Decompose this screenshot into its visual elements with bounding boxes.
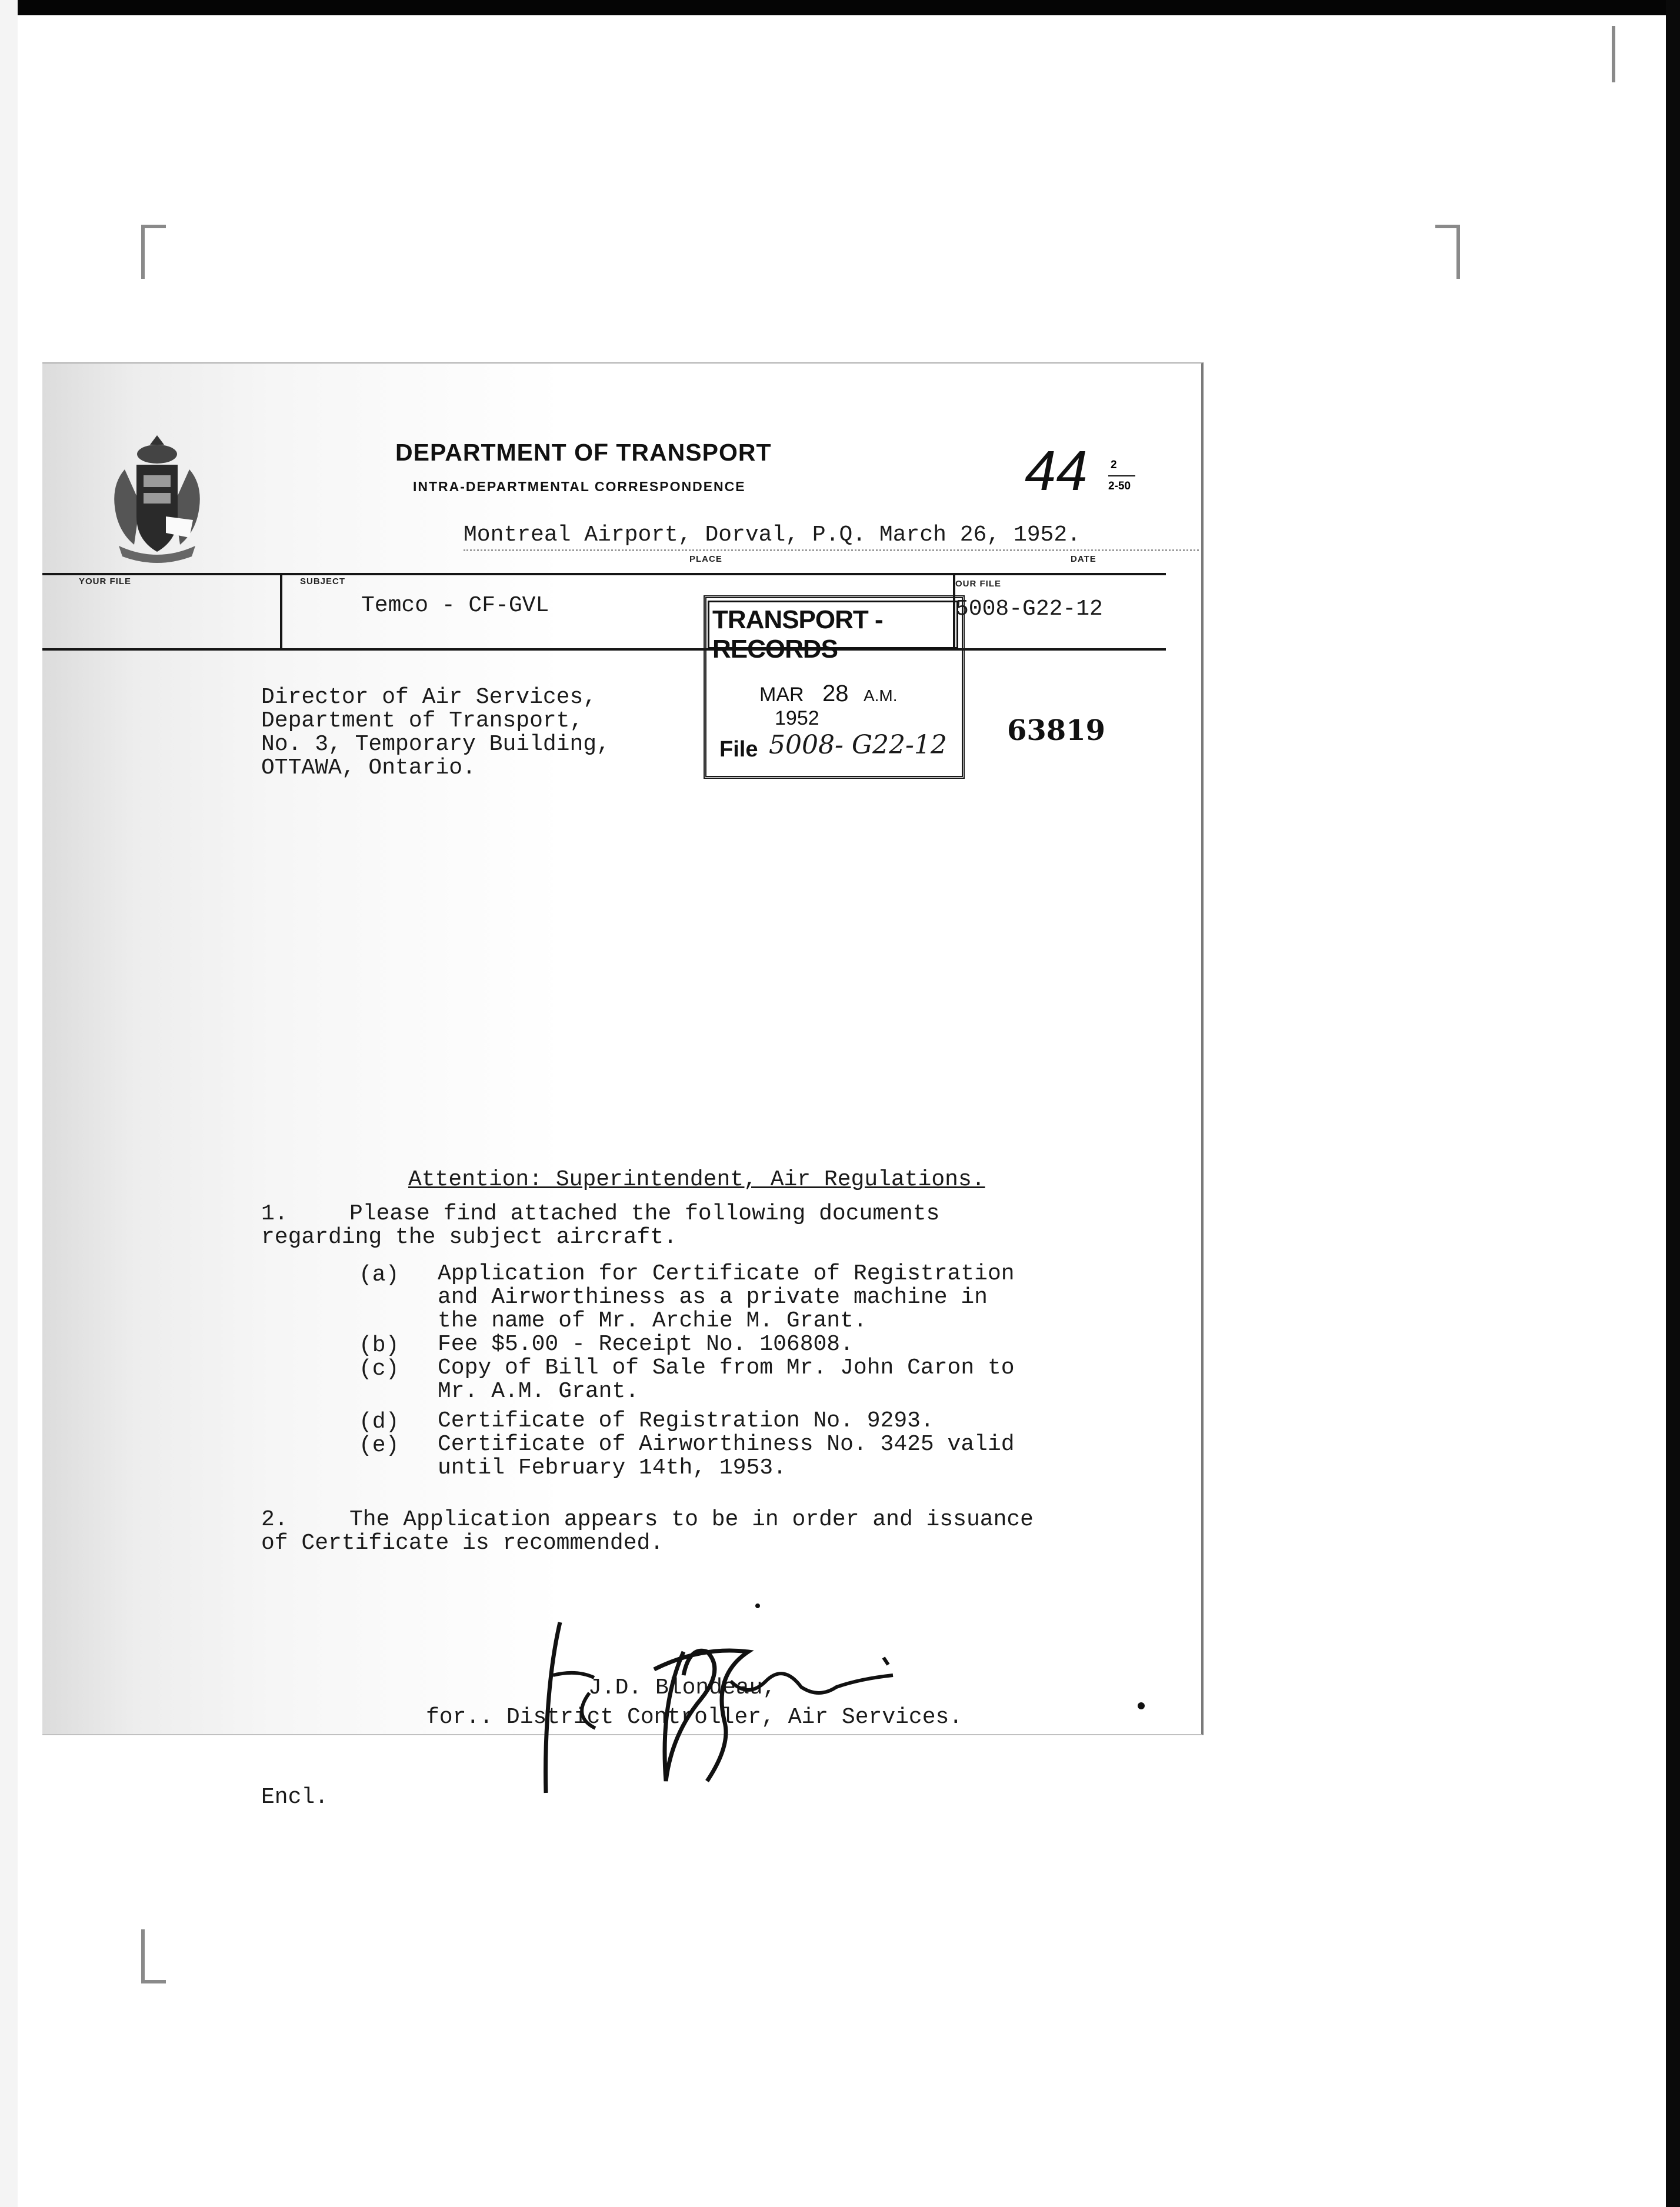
para1-line: regarding the subject aircraft. (261, 1225, 677, 1250)
place-date-dotted-rule (464, 549, 1199, 551)
item-line: Fee $5.00 - Receipt No. 106808. (438, 1332, 854, 1357)
ink-speck (1138, 1702, 1145, 1709)
place-date-line: Montreal Airport, Dorval, P.Q. March 26, 1952. (464, 522, 1081, 548)
correspondence-subtitle: INTRA-DEPARTMENTAL CORRESPONDENCE (413, 479, 746, 494)
stamp-day: 28 (822, 681, 849, 706)
file-row-bottom-rule (42, 648, 1166, 651)
your-file-label: YOUR FILE (79, 576, 132, 586)
handwritten-page-number: 44 (1025, 439, 1088, 502)
signer-title: for.. District Controller, Air Services. (426, 1705, 963, 1730)
stamp-ampm: A.M. (863, 686, 898, 705)
document-number: 63819 (1007, 714, 1105, 747)
item-line: Copy of Bill of Sale from Mr. John Caron to (438, 1355, 1015, 1381)
crop-mark-top-right (1435, 225, 1460, 279)
stamp-year: 1952 (775, 707, 819, 729)
address-line: Director of Air Services, (261, 685, 597, 710)
transport-records-stamp (704, 595, 965, 779)
form-number-top: 2 (1111, 459, 1117, 471)
para2-line: The Application appears to be in order and issuance (349, 1507, 1034, 1532)
handwritten-signature-icon (507, 1616, 948, 1799)
file-row-divider-1 (280, 574, 282, 649)
address-line: OTTAWA, Ontario. (261, 755, 476, 781)
coat-of-arms-icon (101, 428, 213, 569)
item-line: Certificate of Registration No. 9293. (438, 1408, 934, 1433)
address-line: Department of Transport, (261, 708, 584, 734)
attention-line: Attention: Superintendent, Air Regulations. (408, 1167, 985, 1192)
our-file-value: 5008-G22-12 (955, 596, 1103, 622)
item-letter: (a) (359, 1262, 399, 1288)
item-line: Mr. A.M. Grant. (438, 1379, 639, 1404)
subject-label: SUBJECT (300, 576, 346, 586)
scan-top-edge (18, 0, 1671, 15)
enclosure-note: Encl. (261, 1785, 329, 1810)
stamp-title: TRANSPORT - RECORDS (712, 605, 883, 664)
crop-mark-corner (1595, 26, 1615, 82)
stamp-month: MAR (759, 684, 804, 706)
form-number-divider (1108, 475, 1135, 476)
date-label: DATE (1071, 554, 1096, 564)
form-number-bottom: 2-50 (1108, 480, 1131, 492)
place-label: PLACE (689, 554, 722, 564)
stamp-date (759, 681, 962, 730)
para1-line: Please find attached the following documents (349, 1201, 940, 1226)
item-line: Certificate of Airworthiness No. 3425 valid (438, 1432, 1015, 1457)
item-letter: (d) (359, 1409, 399, 1435)
item-line: Application for Certificate of Registration (438, 1261, 1015, 1286)
signer-name: J.D. Blondeau, (588, 1675, 776, 1701)
scan-right-edge (1666, 0, 1680, 2207)
crop-mark-top-left (141, 225, 166, 279)
stamp-file-label: File (719, 737, 758, 762)
item-line: the name of Mr. Archie M. Grant. (438, 1308, 867, 1333)
para2-line: of Certificate is recommended. (261, 1531, 664, 1556)
memo-sheet (42, 362, 1204, 1810)
address-line: No. 3, Temporary Building, (261, 732, 610, 757)
item-line: and Airworthiness as a private machine in (438, 1285, 988, 1310)
para1-number: 1. (261, 1201, 288, 1226)
item-line: until February 14th, 1953. (438, 1455, 786, 1481)
item-letter: (e) (359, 1433, 399, 1458)
scan-left-edge (0, 0, 18, 2207)
department-title: DEPARTMENT OF TRANSPORT (395, 439, 772, 466)
subject-value: Temco - CF-GVL (361, 593, 549, 618)
crop-mark-bottom-left (141, 1929, 166, 1983)
item-letter: (b) (359, 1333, 399, 1358)
ink-speck (755, 1603, 760, 1608)
file-row-top-rule (42, 573, 1166, 575)
para2-number: 2. (261, 1507, 288, 1532)
stamp-file-handwritten: 5008- G22-12 (769, 730, 947, 760)
our-file-label: OUR FILE (955, 579, 1001, 589)
item-letter: (c) (359, 1356, 399, 1382)
